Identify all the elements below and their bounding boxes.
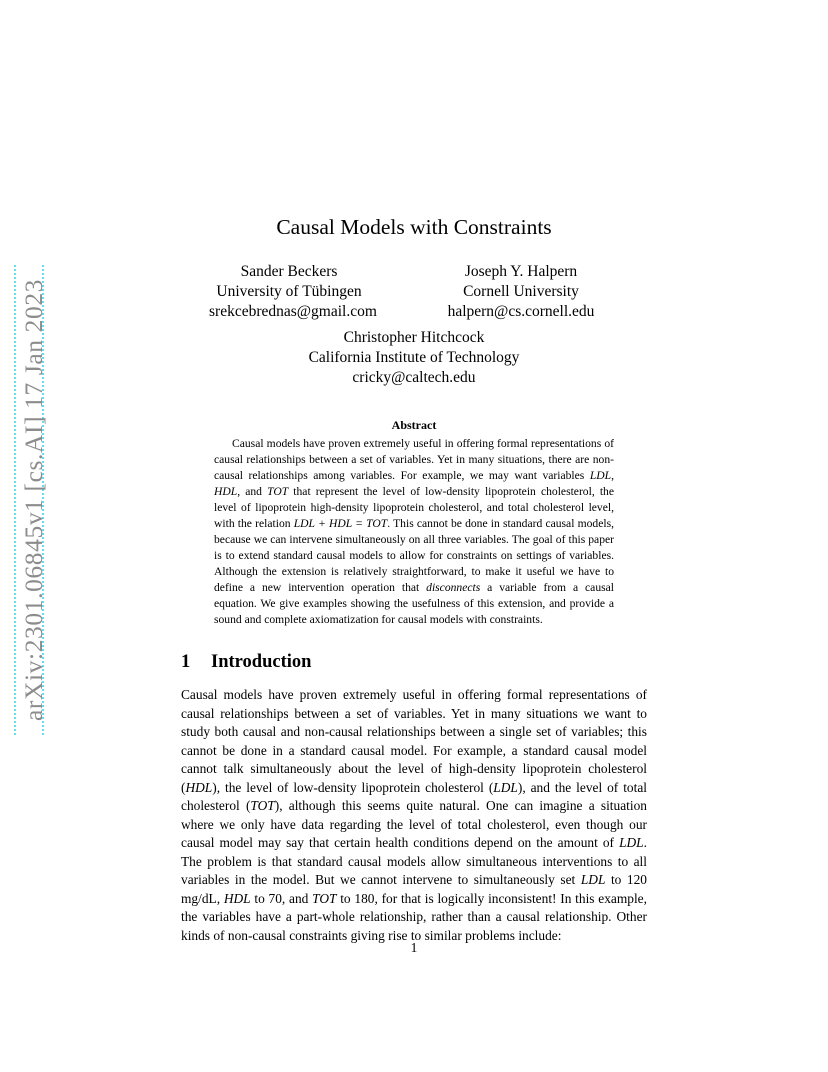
intro-part: ), the level of low-density lipoprotein cholesterol ( — [212, 779, 494, 795]
author-affiliation: University of Tübingen — [216, 283, 362, 300]
abstract-part: a variable from a causal equation. We give examples showing the usefulness of this extension, and provide a sound and complete axiomatization for causal models with constraints. — [214, 581, 614, 626]
section-number: 1 — [181, 652, 191, 672]
section-heading — [181, 652, 311, 673]
author-name: Sander Beckers — [240, 263, 338, 280]
abstract-part: Causal models have proven extremely useful in offering formal representations of causal relationships between a set of variables. Yet in many situations, there are non-causal relationships among variables. For example, we may want variables — [214, 437, 614, 482]
paper-title: Causal Models with Constraints — [276, 215, 552, 239]
arxiv-stamp — [16, 265, 52, 735]
math-var: LDL — [589, 469, 612, 482]
author-name: Christopher Hitchcock — [343, 329, 485, 346]
abstract-part: . This cannot be done in standard causal models, because we can intervene simultaneously on all three variables. The goal of this paper is to extend standard causal models to allow for constraints on settings of variables. Although the extension is relatively straightforward, to make it useful we have to define a new intervention operation that — [214, 517, 614, 594]
abstract-text — [214, 436, 614, 628]
intro-part: ), although this seems quite natural. One can imagine a situation where we only have data regarding the level of total cholesterol, even though our causal model may say that certain health conditions depend on the amount of — [181, 798, 647, 850]
section-title: Introduction — [211, 652, 312, 672]
math-var: HDL — [223, 890, 251, 906]
author-3 — [264, 328, 564, 388]
author-name: Joseph Y. Halpern — [464, 263, 578, 280]
abstract-part: , — [611, 469, 614, 482]
math-var: TOT — [250, 798, 275, 813]
math-var: LDL — [619, 835, 644, 850]
math-var: TOT — [267, 485, 289, 498]
math-var: TOT — [312, 890, 337, 906]
math-var: HDL — [214, 485, 238, 498]
abstract-heading: Abstract — [391, 418, 437, 432]
abstract-part: , and — [237, 485, 268, 498]
author-email[interactable]: cricky@caltech.edu — [352, 369, 476, 386]
intro-part: to 70, and — [250, 890, 313, 906]
intro-part: to 180, for that is logically inconsistent! In this example, the variables have a part-whole relationship, rather than a causal relationship. Other kinds of non-causal constraints giving rise to similar problems include: — [181, 890, 647, 943]
math-equation: LDL + HDL = TOT — [293, 517, 388, 530]
intro-paragraph — [181, 686, 647, 945]
intro-part: ), and the level of total cholesterol ( — [181, 779, 647, 813]
author-email[interactable]: srekcebrednas@gmail.com — [209, 303, 377, 320]
intro-part: Causal models have proven extremely useful in offering formal representations of causal relationships between a set of variables. Yet in many situations we want to study both causal and non-causal relationships between a single set of variables; this cannot be done in a standard causal model. For example, a standard causal model cannot talk simultaneously about the level of high-density lipoprotein cholesterol ( — [181, 687, 647, 795]
math-var: LDL — [580, 872, 606, 887]
intro-part: . The problem is that standard causal models allow simultaneous interventions to all variables in the model. But we cannot intervene to simultaneously set — [181, 835, 647, 887]
page-number: 1 — [410, 940, 418, 955]
author-email[interactable]: halpern@cs.cornell.edu — [447, 303, 595, 320]
abstract-part: that represent the level of low-density lipoprotein cholesterol, the level of lipoprotein high-density lipoprotein cholesterol, and total cholesterol level, with the relation — [214, 485, 615, 530]
abstract — [214, 436, 614, 628]
author-2 — [431, 262, 611, 322]
math-var: HDL — [185, 779, 213, 795]
emphasis: disconnects — [426, 581, 481, 594]
author-affiliation: Cornell University — [463, 283, 579, 300]
arxiv-id: arXiv:2301.06845v1 [cs.AI] 17 Jan 2023 — [19, 278, 49, 722]
author-1 — [209, 262, 377, 322]
math-var: LDL — [493, 779, 518, 795]
intro-body — [181, 686, 647, 945]
author-affiliation: California Institute of Technology — [308, 349, 520, 366]
intro-part: to 120 mg/dL, — [181, 872, 648, 906]
